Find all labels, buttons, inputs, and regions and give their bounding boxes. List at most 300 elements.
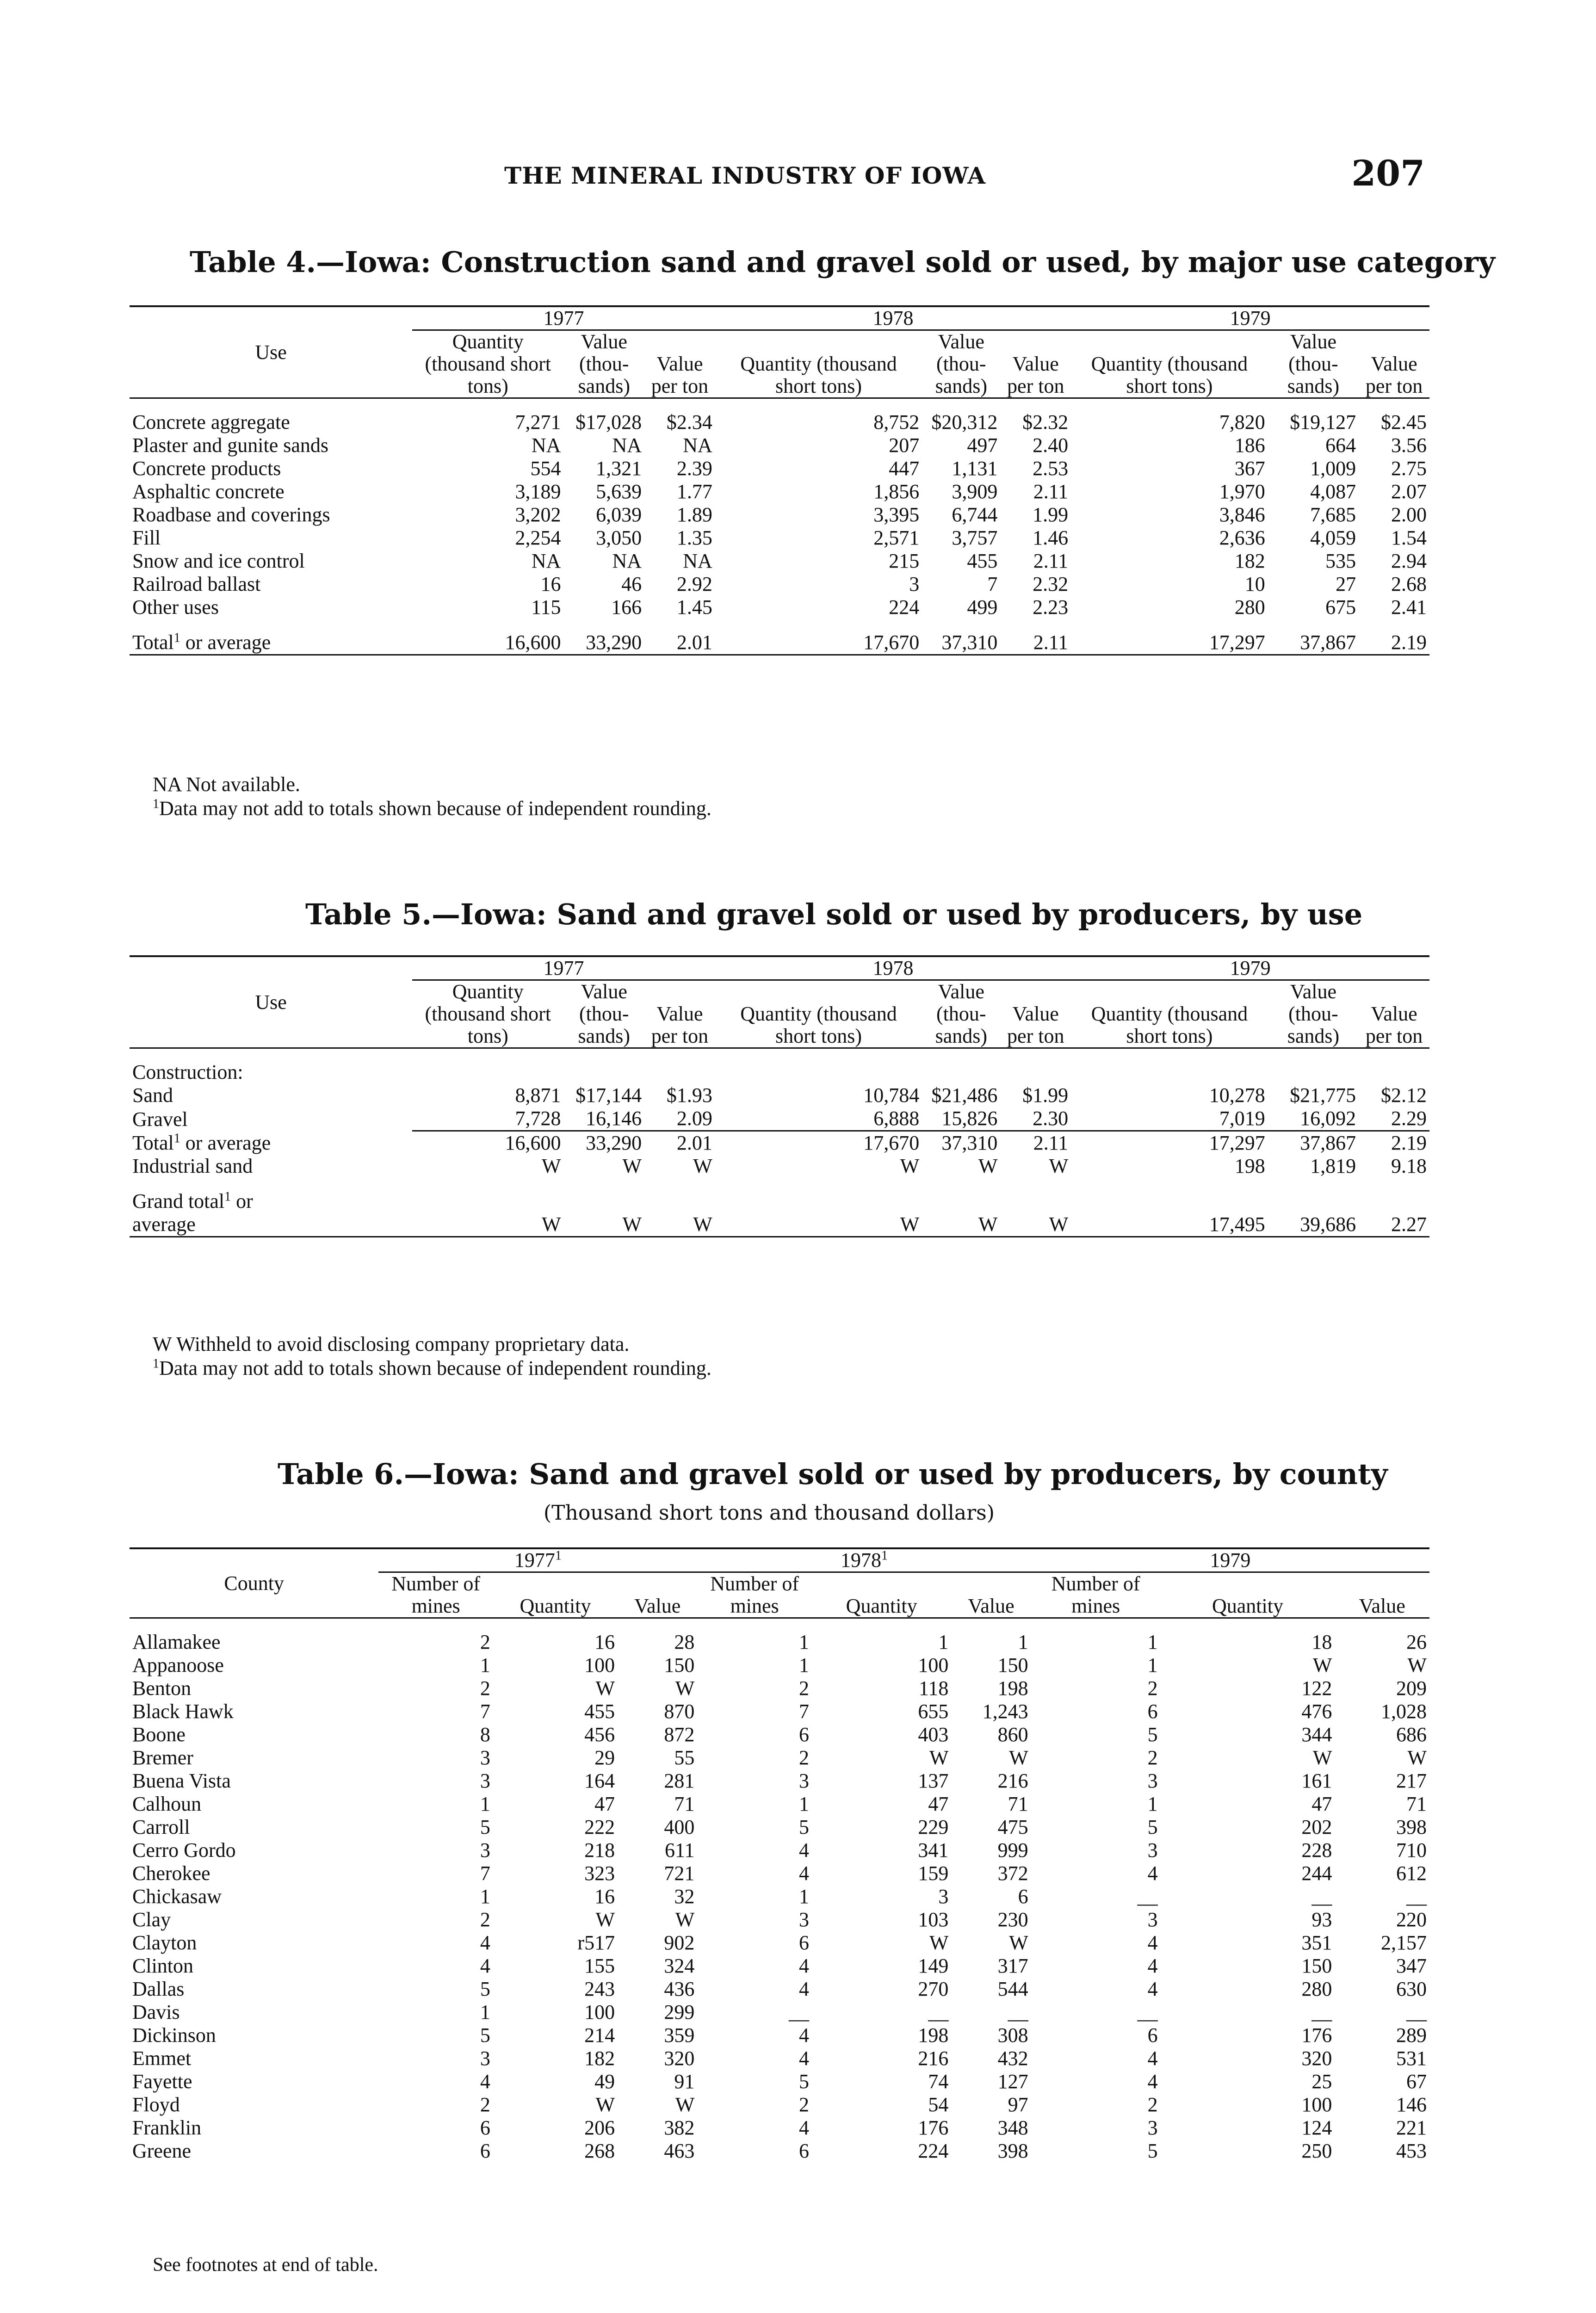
table6-county-row	[130, 1954, 1429, 1978]
cell-value: 2.40	[1033, 434, 1069, 457]
cell-value: 176	[1301, 2024, 1332, 2047]
col-value-per-ton-header: Value per ton	[1359, 330, 1429, 398]
cell-value: 4	[480, 2070, 490, 2093]
cell-value: 10,278	[1209, 1084, 1265, 1107]
cell-value: 544	[997, 1978, 1028, 2000]
cell-value: 250	[1301, 2140, 1332, 2162]
cell-value: $2.12	[1381, 1084, 1427, 1107]
table4-row	[130, 550, 1429, 573]
col-quantity-header: Quantity (thousand short tons)	[1071, 980, 1268, 1048]
cell-value: 1	[938, 1631, 949, 1653]
table5-total-row	[130, 1131, 1429, 1155]
cell-value: 7	[798, 1700, 809, 1723]
table5-section-row	[130, 1061, 1429, 1084]
cell-value: 37,867	[1268, 631, 1359, 655]
cell-value: 432	[997, 2047, 1028, 2070]
cell-value: 71	[1008, 1793, 1028, 1815]
row-label: Total$^1$ or average	[130, 631, 412, 655]
cell-value: W	[1407, 1654, 1427, 1676]
table6-county-header: County	[130, 1548, 378, 1618]
cell-value: 382	[664, 2116, 695, 2139]
cell-value: 15,826	[941, 1107, 998, 1130]
cell-value: 999	[997, 1839, 1028, 1862]
cell-value: 9.18	[1391, 1155, 1427, 1177]
col-quantity-header: Quantity	[812, 1572, 951, 1618]
cell-value: 872	[664, 1723, 695, 1746]
cell-value: W	[978, 1155, 998, 1177]
cell-value: 5	[798, 1816, 809, 1838]
cell-value: 1	[1147, 1631, 1158, 1653]
cell-value: 2.11	[1000, 1131, 1071, 1155]
table6-county-row	[130, 1931, 1429, 1954]
row-label: Concrete aggregate	[132, 411, 290, 433]
table5-year-1978: 1978	[715, 956, 1071, 980]
row-label: Concrete products	[132, 457, 281, 480]
cell-value: 4	[798, 1954, 809, 1977]
cell-value: 1	[798, 1654, 809, 1676]
cell-value: 280	[1234, 596, 1265, 618]
cell-value: 554	[530, 457, 561, 480]
cell-value: W	[1312, 1746, 1332, 1769]
cell-value: 17,297	[1071, 1131, 1268, 1155]
cell-value: 324	[664, 1954, 695, 1977]
cell-value: 372	[997, 1862, 1028, 1885]
cell-value: 611	[664, 1839, 695, 1862]
cell-value: 3.56	[1391, 434, 1427, 457]
cell-value: 2	[480, 1908, 490, 1931]
cell-value: 2,571	[873, 526, 920, 549]
table6-county-row	[130, 1677, 1429, 1700]
cell-value: 499	[967, 596, 998, 618]
cell-value: 2.00	[1391, 503, 1427, 526]
cell-value: 497	[967, 434, 998, 457]
row-label: Fayette	[132, 2070, 192, 2093]
cell-value: 1	[480, 2001, 490, 2023]
row-label: Chickasaw	[132, 1885, 222, 1908]
cell-value: 860	[997, 1723, 1028, 1746]
cell-value: 1.54	[1391, 526, 1427, 549]
table5-notes	[153, 1332, 711, 1380]
cell-value: 2.32	[1033, 573, 1069, 595]
cell-value: 2.01	[644, 631, 715, 655]
cell-value: 6,888	[873, 1107, 920, 1130]
cell-value: 54	[928, 2093, 949, 2116]
table6-county-row	[130, 1769, 1429, 1793]
cell-value: 146	[1396, 2093, 1427, 2116]
cell-value: 323	[584, 1862, 615, 1885]
cell-value: 655	[918, 1700, 949, 1723]
table4-note-rounding: $^1$Data may not add to totals shown because of independent rounding.	[153, 797, 711, 820]
row-label: Railroad ballast	[132, 573, 261, 595]
cell-value: 320	[664, 2047, 695, 2070]
cell-value: W	[675, 1677, 695, 1700]
cell-value: 7,271	[515, 411, 561, 433]
cell-value: 535	[1325, 550, 1356, 572]
cell-value: W	[563, 1213, 644, 1237]
cell-value: 675	[1325, 596, 1356, 618]
table4-row	[130, 573, 1429, 596]
cell-value: 182	[584, 2047, 615, 2070]
cell-value: 25	[1311, 2070, 1332, 2093]
row-label: Floyd	[132, 2093, 180, 2116]
table6-county-row	[130, 1793, 1429, 1816]
table5-grand-total-label-row	[130, 1190, 1429, 1213]
cell-value: 268	[584, 2140, 615, 2162]
table6-county-row	[130, 1746, 1429, 1769]
row-label: Buena Vista	[132, 1769, 231, 1792]
cell-value: 100	[584, 1654, 615, 1676]
cell-value: 2,254	[515, 526, 561, 549]
cell-value: 100	[1301, 2093, 1332, 2116]
cell-value: 220	[1396, 1908, 1427, 1931]
cell-value: W	[595, 1677, 615, 1700]
running-title: THE MINERAL INDUSTRY OF IOWA	[504, 162, 986, 189]
table6-county-row	[130, 2116, 1429, 2140]
cell-value: 2	[798, 1677, 809, 1700]
cell-value: 17,297	[1071, 631, 1268, 655]
cell-value: 3	[480, 1839, 490, 1862]
cell-value: 37,310	[922, 631, 1000, 655]
table4-note-na: NA Not available.	[153, 773, 300, 796]
cell-value: __	[928, 2001, 949, 2023]
col-value-header: Value (thou- sands)	[922, 330, 1000, 398]
cell-value: 214	[584, 2024, 615, 2047]
cell-value: 2,157	[1381, 1931, 1427, 1954]
cell-value: 2	[798, 2093, 809, 2116]
cell-value: W	[675, 1908, 695, 1931]
table5-year-1979: 1979	[1071, 956, 1429, 980]
cell-value: W	[541, 1155, 561, 1177]
cell-value: 127	[997, 2070, 1028, 2093]
cell-value: 7,728	[515, 1107, 561, 1130]
cell-value: $21,486	[931, 1084, 998, 1107]
cell-value: 6,744	[952, 503, 998, 526]
table4-row	[130, 480, 1429, 503]
cell-value: 16	[594, 1631, 615, 1653]
row-label: Grand total$^1$ or	[132, 1189, 253, 1212]
cell-value: 10,784	[863, 1084, 920, 1107]
cell-value: 455	[584, 1700, 615, 1723]
cell-value: 6	[1147, 1700, 1158, 1723]
cell-value: 4	[1147, 1954, 1158, 1977]
cell-value: 6	[1018, 1885, 1028, 1908]
cell-value: 320	[1301, 2047, 1332, 2070]
row-label: Boone	[132, 1723, 186, 1746]
cell-value: 3,395	[873, 503, 920, 526]
cell-value: 2.23	[1033, 596, 1069, 618]
row-label: Sand	[132, 1084, 173, 1107]
table6-year-1977: 1977$^1$	[378, 1548, 697, 1572]
cell-value: 6	[798, 2140, 809, 2162]
cell-value: 3	[480, 1769, 490, 1792]
cell-value: 367	[1234, 457, 1265, 480]
cell-value: 270	[918, 1978, 949, 2000]
cell-value: 3	[798, 1908, 809, 1931]
cell-value: 1.46	[1033, 526, 1069, 549]
cell-value: 16,092	[1300, 1107, 1356, 1130]
row-label: Fill	[132, 526, 161, 549]
cell-value: 280	[1301, 1978, 1332, 2000]
table6-county-row	[130, 1978, 1429, 2001]
table4-row	[130, 411, 1429, 434]
cell-value: 4	[1147, 1931, 1158, 1954]
table4-total-row	[130, 631, 1429, 655]
cell-value: 4	[480, 1954, 490, 1977]
cell-value: 16	[540, 573, 561, 595]
cell-value: 902	[664, 1931, 695, 1954]
cell-value: 3	[1147, 2116, 1158, 2139]
table6	[130, 1547, 1429, 2163]
cell-value: 71	[674, 1793, 695, 1815]
cell-value: 93	[1311, 1908, 1332, 1931]
cell-value: $2.32	[1022, 411, 1069, 433]
cell-value: 16,600	[412, 631, 563, 655]
col-value-header: Value (thou- sands)	[922, 980, 1000, 1048]
cell-value: 2.27	[1359, 1213, 1429, 1237]
cell-value: NA	[683, 434, 712, 457]
cell-value: 33,290	[563, 631, 644, 655]
cell-value: 186	[1234, 434, 1265, 457]
cell-value: W	[595, 2093, 615, 2116]
col-value-per-ton-header: Value per ton	[644, 330, 715, 398]
cell-value: 281	[664, 1769, 695, 1792]
table6-note: See footnotes at end of table.	[153, 2254, 378, 2276]
cell-value: 18	[1311, 1631, 1332, 1653]
cell-value: 453	[1396, 2140, 1427, 2162]
row-label: Roadbase and coverings	[132, 503, 330, 526]
table6-county-row	[130, 2047, 1429, 2070]
cell-value: 67	[1406, 2070, 1427, 2093]
cell-value: 103	[918, 1908, 949, 1931]
cell-value: 5	[480, 1816, 490, 1838]
cell-value: 1	[1018, 1631, 1028, 1653]
cell-value: 447	[889, 457, 920, 480]
row-label: Cerro Gordo	[132, 1839, 236, 1862]
cell-value: 341	[918, 1839, 949, 1862]
cell-value: 344	[1301, 1723, 1332, 1746]
cell-value: 244	[1301, 1862, 1332, 1885]
cell-value: 2.41	[1391, 596, 1427, 618]
cell-value: 7	[480, 1862, 490, 1885]
row-label: Black Hawk	[132, 1700, 234, 1723]
cell-value: 32	[674, 1885, 695, 1908]
cell-value: 37,867	[1268, 1131, 1359, 1155]
cell-value: 1	[480, 1793, 490, 1815]
table5-row	[130, 1107, 1429, 1131]
cell-value: 1.45	[676, 596, 712, 618]
cell-value: 612	[1396, 1862, 1427, 1885]
cell-value: 7,019	[1219, 1107, 1265, 1130]
cell-value: 4	[798, 2116, 809, 2139]
col-value-header: Value (thou- sands)	[1268, 980, 1359, 1048]
cell-value: 37,310	[922, 1131, 1000, 1155]
row-label: average	[130, 1213, 412, 1237]
table5-note-withheld: W Withheld to avoid disclosing company proprietary data.	[153, 1333, 630, 1355]
cell-value: 351	[1301, 1931, 1332, 1954]
cell-value: 218	[584, 1839, 615, 1862]
cell-value: 176	[918, 2116, 949, 2139]
cell-value: 2.30	[1033, 1107, 1069, 1130]
cell-value: 150	[664, 1654, 695, 1676]
cell-value: 26	[1406, 1631, 1427, 1653]
cell-value: 2.53	[1033, 457, 1069, 480]
cell-value: 4,059	[1310, 526, 1356, 549]
col-value-per-ton-header: Value per ton	[644, 980, 715, 1048]
row-label: Appanoose	[132, 1654, 224, 1676]
cell-value: 2.01	[644, 1131, 715, 1155]
cell-value: 531	[1396, 2047, 1427, 2070]
cell-value: 5	[1147, 1816, 1158, 1838]
table6-county-row	[130, 1862, 1429, 1885]
cell-value: $19,127	[1290, 411, 1356, 433]
cell-value: 74	[928, 2070, 949, 2093]
cell-value: 6	[798, 1723, 809, 1746]
cell-value: 2.39	[676, 457, 712, 480]
cell-value: 216	[997, 1769, 1028, 1792]
cell-value: 16,146	[586, 1107, 642, 1130]
table4-year-1978: 1978	[715, 306, 1071, 330]
row-label: Clay	[132, 1908, 171, 1931]
cell-value: 224	[918, 2140, 949, 2162]
cell-value: 122	[1301, 1677, 1332, 1700]
cell-value: $17,028	[575, 411, 642, 433]
table5-row	[130, 1084, 1429, 1107]
cell-value: 206	[584, 2116, 615, 2139]
table6-county-row	[130, 1631, 1429, 1654]
section-label: Construction:	[132, 1061, 243, 1083]
cell-value: 8,871	[515, 1084, 561, 1107]
table5-year-1977: 1977	[412, 956, 715, 980]
cell-value: 49	[594, 2070, 615, 2093]
cell-value: 4	[1147, 1978, 1158, 2000]
row-label: Plaster and gunite sands	[132, 434, 329, 457]
cell-value: 6	[480, 2140, 490, 2162]
cell-value: 5	[1147, 2140, 1158, 2162]
row-label: Allamakee	[132, 1631, 221, 1653]
cell-value: 1,856	[873, 480, 920, 503]
cell-value: $17,144	[575, 1084, 642, 1107]
cell-value: 317	[997, 1954, 1028, 1977]
cell-value: W	[929, 1931, 949, 1954]
col-mines-header: Number of mines	[1031, 1572, 1161, 1618]
cell-value: 299	[664, 2001, 695, 2023]
cell-value: 2.75	[1391, 457, 1427, 480]
cell-value: __	[1137, 1885, 1158, 1908]
col-quantity-header: Quantity (thousand short tons)	[715, 330, 922, 398]
cell-value: 224	[889, 596, 920, 618]
cell-value: 7,685	[1310, 503, 1356, 526]
table4-row	[130, 434, 1429, 457]
cell-value: 686	[1396, 1723, 1427, 1746]
cell-value: W	[1000, 1213, 1071, 1237]
cell-value: W	[1407, 1746, 1427, 1769]
cell-value: 1	[1147, 1793, 1158, 1815]
table4-row	[130, 503, 1429, 526]
cell-value: 150	[1301, 1954, 1332, 1977]
cell-value: NA	[612, 434, 642, 457]
cell-value: 166	[611, 596, 642, 618]
cell-value: 476	[1301, 1700, 1332, 1723]
cell-value: 55	[674, 1746, 695, 1769]
page-header	[0, 153, 1596, 204]
cell-value: NA	[531, 434, 561, 457]
cell-value: 5,639	[596, 480, 642, 503]
cell-value: 630	[1396, 1978, 1427, 2000]
cell-value: r517	[577, 1931, 615, 1954]
cell-value: 5	[480, 1978, 490, 2000]
cell-value: 47	[1311, 1793, 1332, 1815]
table6-county-row	[130, 1816, 1429, 1839]
cell-value: 155	[584, 1954, 615, 1977]
cell-value: 198	[918, 2024, 949, 2047]
table6-county-row	[130, 2140, 1429, 2163]
cell-value: 1	[798, 1793, 809, 1815]
cell-value: 3,909	[952, 480, 998, 503]
table6-county-row	[130, 2001, 1429, 2024]
cell-value: 4	[798, 1839, 809, 1862]
cell-value: W	[595, 1908, 615, 1931]
cell-value: 5	[480, 2024, 490, 2047]
cell-value: 3	[480, 1746, 490, 1769]
cell-value: 47	[594, 1793, 615, 1815]
cell-value: 2	[480, 2093, 490, 2116]
cell-value: 475	[997, 1816, 1028, 1838]
cell-value: 1.99	[1033, 503, 1069, 526]
cell-value: 91	[674, 2070, 695, 2093]
row-label: Asphaltic concrete	[132, 480, 285, 503]
cell-value: 217	[1396, 1769, 1427, 1792]
cell-value: 115	[531, 596, 561, 618]
col-quantity-header: Quantity (thousand short tons)	[1071, 330, 1268, 398]
cell-value: 3	[1147, 1839, 1158, 1862]
cell-value: 150	[997, 1654, 1028, 1676]
table6-year-1978: 1978$^1$	[697, 1548, 1031, 1572]
cell-value: 228	[1301, 1839, 1332, 1862]
cell-value: 6	[798, 1931, 809, 1954]
cell-value: 3	[909, 573, 920, 595]
cell-value: 216	[918, 2047, 949, 2070]
table6-county-row	[130, 1908, 1429, 1931]
cell-value: 4	[1147, 2047, 1158, 2070]
table6-county-row	[130, 2024, 1429, 2047]
table6-county-row	[130, 1839, 1429, 1862]
cell-value: 100	[584, 2001, 615, 2023]
cell-value: 39,686	[1268, 1213, 1359, 1237]
page-number: 207	[1351, 153, 1425, 194]
cell-value: 289	[1396, 2024, 1427, 2047]
cell-value: 46	[621, 573, 642, 595]
cell-value: 3	[1147, 1908, 1158, 1931]
table6-county-row	[130, 1700, 1429, 1723]
cell-value: W	[412, 1213, 563, 1237]
cell-value: 207	[889, 434, 920, 457]
cell-value: 3	[798, 1769, 809, 1792]
cell-value: 71	[1406, 1793, 1427, 1815]
table4-year-1979: 1979	[1071, 306, 1429, 330]
cell-value: 230	[997, 1908, 1028, 1931]
cell-value: 4	[798, 1978, 809, 2000]
cell-value: 4	[1147, 2070, 1158, 2093]
cell-value: 1	[1147, 1654, 1158, 1676]
table6-county-row	[130, 1654, 1429, 1677]
row-label: Bremer	[132, 1746, 193, 1769]
cell-value: 1,009	[1310, 457, 1356, 480]
cell-value: 8	[480, 1723, 490, 1746]
cell-value: $21,775	[1290, 1084, 1356, 1107]
col-value-header: Value	[618, 1572, 697, 1618]
cell-value: W	[675, 2093, 695, 2116]
cell-value: 16	[594, 1885, 615, 1908]
